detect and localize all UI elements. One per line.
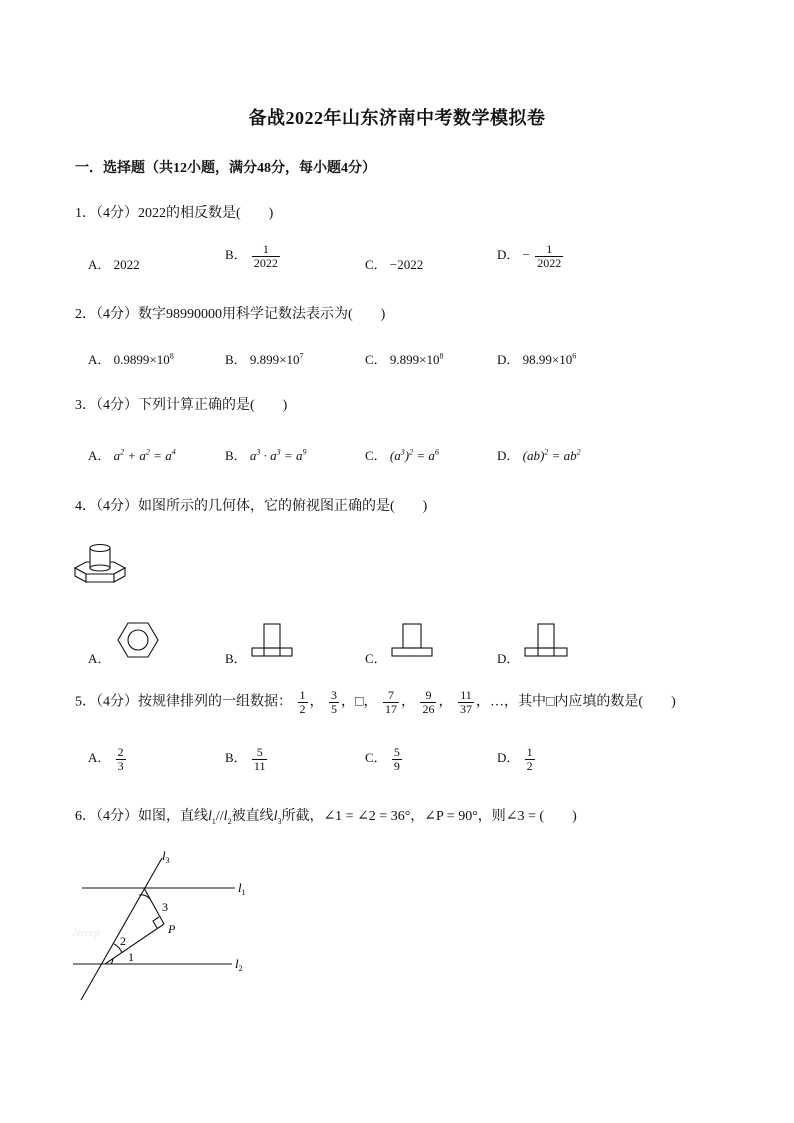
- q1-option-a: A． 2022: [88, 257, 140, 272]
- question-4-stem: 4．（4分）如图所示的几何体，它的俯视图正确的是( ): [75, 499, 428, 514]
- question-3-stem: 3．（4分）下列计算正确的是( ): [75, 398, 288, 413]
- q3-option-a: A． $a^2 + a^2 = a^4$: [88, 447, 176, 463]
- q2-option-b: B． $9.899\times 10^7$: [225, 351, 304, 367]
- view-d-icon: [523, 622, 571, 658]
- q3-option-b: B． $a^3 \cdot a^3 = a^9$: [225, 447, 307, 463]
- q4-option-a-label: A．: [88, 651, 111, 666]
- watermark: Jeeeep: [72, 928, 100, 939]
- q3-option-d: D． $(ab)^2 = ab^2$: [497, 447, 581, 463]
- question-1-stem: 1．（4分）2022的相反数是( ): [75, 206, 274, 221]
- q5-option-d: D． $\frac{1}{2}$: [497, 745, 533, 773]
- q4-option-d-label: D．: [497, 651, 520, 666]
- label-l1: $l_1$: [238, 880, 246, 897]
- hexagon-view-icon: [115, 620, 161, 660]
- angle-3-label: 3: [162, 900, 168, 914]
- segment-to-p: [144, 888, 164, 924]
- angle-2-label: 2: [120, 934, 126, 948]
- solid-figure: [70, 538, 130, 590]
- q1-option-c: C． −2022: [365, 257, 424, 272]
- point-p-label: P: [168, 922, 176, 936]
- q1-option-d: D． − $\frac{1}{2022}$: [497, 242, 562, 270]
- q2-option-a: A． $0.9899\times 10^8$: [88, 351, 174, 367]
- label-l3: $l_3$: [162, 848, 170, 865]
- label-l2: $l_2$: [235, 956, 243, 973]
- q5-option-b: B． $\frac{5}{11}$: [225, 745, 266, 773]
- q4-option-c-label: C．: [365, 651, 387, 666]
- view-c-icon: [390, 622, 436, 658]
- fraction: $\frac{1}{2022}$: [253, 242, 278, 270]
- fraction: $\frac{1}{2022}$: [537, 242, 562, 270]
- q2-option-c: C． $9.899\times 10^8$: [365, 351, 444, 367]
- segment-p-to-l2: [105, 924, 164, 964]
- angle-1-label: 1: [128, 950, 134, 964]
- parallel-lines-figure: [60, 840, 280, 1010]
- question-2-stem: 2．（4分）数字98990000用科学记数法表示为( ): [75, 307, 386, 322]
- page-title: 备战2022年山东济南中考数学模拟卷: [248, 108, 546, 128]
- question-6-stem: 6．（4分）如图，直线$l_1//l_2$被直线$l_3$所截，∠1 = ∠2 = 36°，∠P = 90°，则∠3 = ( ): [75, 809, 577, 826]
- q1-option-b: B． $\frac{1}{2022}$: [225, 242, 278, 270]
- question-5-stem: 5．（4分）按规律排列的一组数据： $\frac{1}{2}$ ， $\frac{3}{5}$ ，□， $\frac{7}{17}$ ， $\frac{9}{26}$ ， $\frac{11}{37}$ ，…，其中□内应填的数是( ): [75, 688, 676, 716]
- blank-box: □: [355, 694, 364, 710]
- q2-option-d: D． $98.99\times 10^6$: [497, 351, 577, 367]
- q5-option-a: A． $\frac{2}{3}$: [88, 745, 124, 773]
- q5-option-c: C． $\frac{5}{9}$: [365, 745, 400, 773]
- view-b-icon: [250, 622, 296, 658]
- q3-option-c: C． $(a^3)^2 = a^6$: [365, 447, 439, 463]
- section-heading: 一．选择题（共12小题，满分48分，每小题4分）: [75, 161, 376, 176]
- q4-option-b-label: B．: [225, 651, 247, 666]
